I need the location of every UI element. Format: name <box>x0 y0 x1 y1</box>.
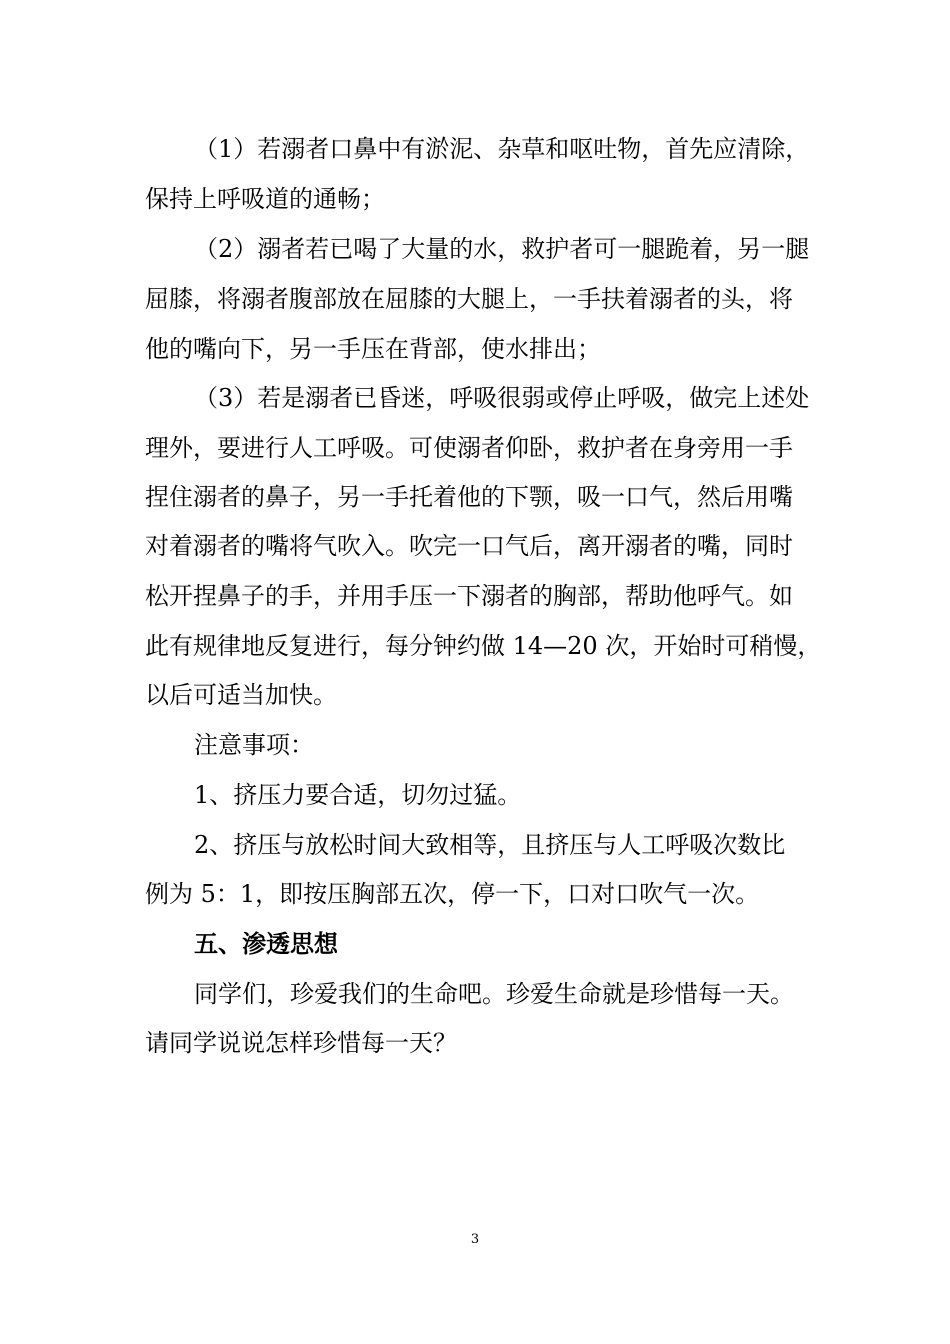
paragraph-line: 理外，要进行人工呼吸。可使溺者仰卧，救护者在身旁用一手 <box>145 434 793 462</box>
page-number: 3 <box>470 1232 480 1247</box>
paragraph-line: 他的嘴向下，另一手压在背部，使水排出； <box>145 335 601 363</box>
paragraph-line: 保持上呼吸道的通畅； <box>145 185 385 213</box>
paragraph-line: 请同学说说怎样珍惜每一天？ <box>145 1029 457 1057</box>
paragraph-line: （3）若是溺者已昏迷，呼吸很弱或停止呼吸，做完上述处 <box>194 384 810 412</box>
paragraph-line: 此有规律地反复进行，每分钟约做 14—20 次，开始时可稍慢， <box>145 632 822 660</box>
paragraph-line: （2）溺者若已喝了大量的水，救护者可一腿跪着，另一腿 <box>194 235 810 263</box>
note-item: 2、挤压与放松时间大致相等，且挤压与人工呼吸次数比 <box>194 831 786 859</box>
notes-heading: 注意事项： <box>194 731 314 759</box>
paragraph-line: （1）若溺者口鼻中有淤泥、杂草和呕吐物，首先应清除， <box>194 135 810 163</box>
paragraph-line: 松开捏鼻子的手，并用手压一下溺者的胸部，帮助他呼气。如 <box>145 582 793 610</box>
paragraph-line: 以后可适当加快。 <box>145 681 337 709</box>
paragraph-line: 屈膝，将溺者腹部放在屈膝的大腿上，一手扶着溺者的头，将 <box>145 285 793 313</box>
paragraph-line: 捏住溺者的鼻子，另一手托着他的下颚，吸一口气，然后用嘴 <box>145 483 793 511</box>
paragraph-line: 同学们，珍爱我们的生命吧。珍爱生命就是珍惜每一天。 <box>194 980 794 1008</box>
paragraph-line: 对着溺者的嘴将气吹入。吹完一口气后，离开溺者的嘴，同时 <box>145 532 793 560</box>
note-item: 1、挤压力要合适，切勿过猛。 <box>194 781 522 809</box>
section-heading: 五、渗透思想 <box>194 930 338 958</box>
paragraph-line: 例为 5：1，即按压胸部五次，停一下，口对口吹气一次。 <box>145 880 760 908</box>
